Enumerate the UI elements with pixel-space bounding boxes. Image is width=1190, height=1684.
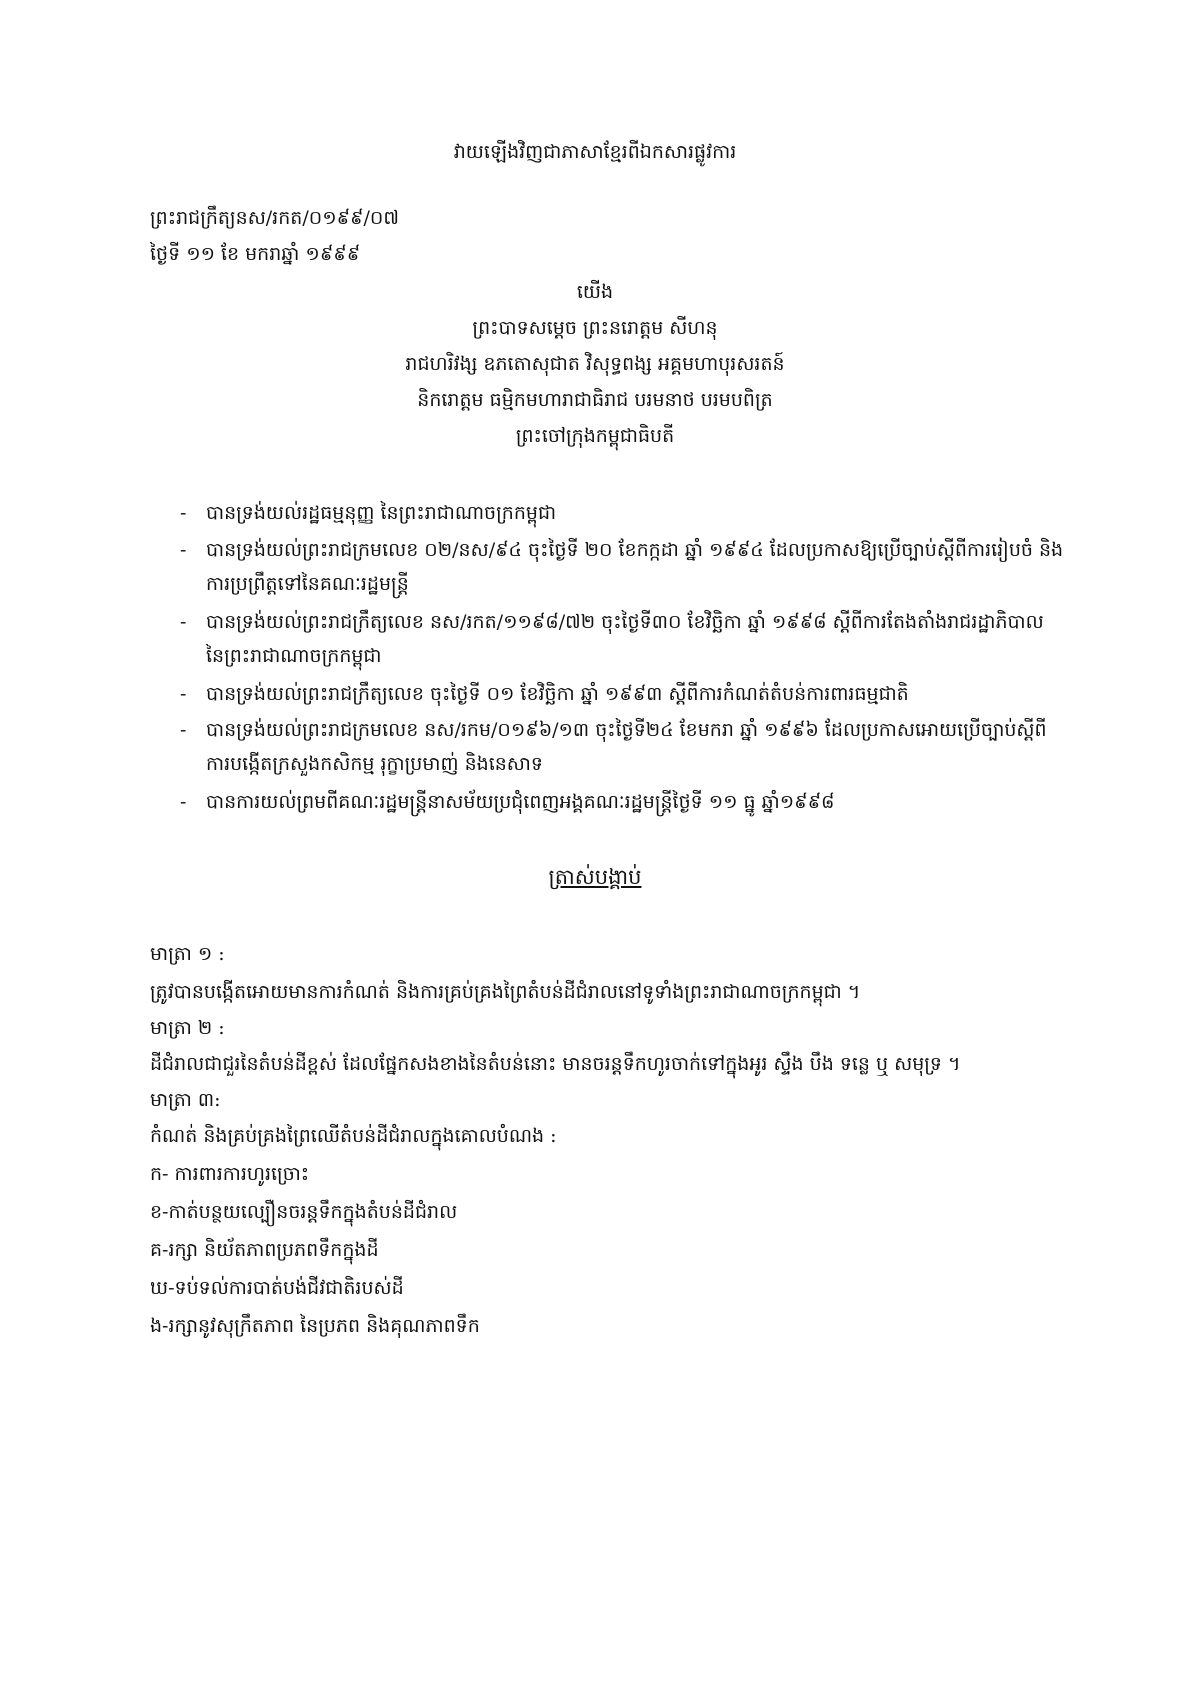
royal-title-line-1: ព្រះបាទសម្តេច ព្រះនរោត្តម សីហនុ: [472, 317, 718, 339]
bullet-dash: -: [180, 683, 187, 705]
preamble-text: ការបង្កើតក្រសួងកសិកម្ម រុក្ខាប្រមាញ់ និងនេសាទ: [206, 753, 543, 775]
article-3-intro: កំណត់ និងគ្រប់គ្រងព្រៃឈើតំបន់ដីជំរាលក្នុងគោលបំណង :: [150, 1125, 557, 1147]
article-3-item: ខ-កាត់បន្ថយល្បឿនចរន្តទឹកក្នុងតំបន់ដីជំរាល: [150, 1201, 458, 1223]
decree-number: ព្រះរាជក្រឹត្យនស/រកត/០១៩៩/០៧: [150, 207, 399, 229]
article-1-text: ត្រូវបានបង្កើតអោយមានការកំណត់ និងការគ្រប់គ្រងព្រៃតំបន់ដីជំរាលនៅទូទាំងព្រះរាជាណាចក្រកម្ពុជា ។: [150, 981, 861, 1003]
article-3-title: មាត្រា ៣:: [150, 1089, 221, 1111]
article-1-title: មាត្រា ១ :: [150, 943, 225, 965]
section-heading: ត្រាស់បង្គាប់: [548, 865, 642, 889]
bullet-dash: -: [180, 611, 187, 633]
bullet-dash: -: [180, 502, 187, 524]
bullet-dash: -: [180, 791, 187, 813]
royal-title-line-3: និករោត្តម ធម្មិកមហារាជាធិរាជ បរមនាថ បរមបពិត្រ: [417, 389, 773, 411]
royal-title-line-4: ព្រះចៅក្រុងកម្ពុជាធិបតី: [515, 425, 675, 447]
article-3-item: ង-រក្សានូវសុក្រឹតភាព នៃប្រភព និងគុណភាពទឹក: [150, 1315, 480, 1337]
translation-note: វាយឡើងវិញជាភាសាខ្មែរពីឯកសារផ្លូវការ: [453, 141, 737, 163]
bullet-dash: -: [180, 539, 187, 561]
royal-title-line-2: រាជហរិវង្ស ឧភតោសុជាត វិសុទ្ធពង្ស អគ្គមហាបុរសរតន៍: [405, 353, 785, 375]
article-3-item: ក- ការពារការហូរច្រោះ: [150, 1163, 310, 1185]
preamble-text: បានទ្រង់យល់ព្រះរាជក្រឹត្យលេខ នស/រកត/១១៩៨/៧២ ចុះថ្ងៃទី៣០ ខែវិច្ឆិកា ឆ្នាំ ១៩៩៨ ស្តីពីការតែងតាំងរាជរដ្ឋាភិបាល: [206, 611, 1044, 633]
article-2-text: ដីជំរាលជាជួរនៃតំបន់ដីខ្ពស់ ដែលផ្នែកសងខាងនៃតំបន់នោះ មានចរន្តទឹកហូរចាក់ទៅក្នុងអូរ ស្ទឹង បឹង ទន្លេ ឬ សមុទ្រ ។: [150, 1053, 961, 1075]
preamble-text: បានការយល់ព្រមពីគណៈរដ្ឋមន្ត្រីនាសម័យប្រជុំពេញអង្គគណៈរដ្ឋមន្ត្រីថ្ងៃទី ១១ ធ្នូ ឆ្នាំ១៩៩៨: [206, 791, 835, 813]
decree-date: ថ្ងៃទី ១១ ខែ មករាឆ្នាំ ១៩៩៩: [150, 243, 361, 265]
preamble-text: បានទ្រង់យល់ព្រះរាជក្រឹត្យលេខ ចុះថ្ងៃទី ០១ ខែវិច្ឆិកា ឆ្នាំ ១៩៩៣ ស្តីពីការកំណត់តំបន់ការពារធម្មជាតិ: [206, 683, 909, 705]
bullet-dash: -: [180, 719, 187, 741]
preamble-text: នៃព្រះរាជាណាចក្រកម្ពុជា: [206, 645, 382, 667]
royal-we: យើង: [576, 281, 614, 303]
preamble-text: ការប្រព្រឹត្តទៅនៃគណៈរដ្ឋមន្ត្រី: [206, 573, 409, 595]
preamble-text: បានទ្រង់យល់ព្រះរាជក្រមលេខ ០២/នស/៩៤ ចុះថ្ងៃទី ២០ ខែកក្កដា ឆ្នាំ ១៩៩៤ ដែលប្រកាសឱ្យប្រើច្បាប់ស្តីពីការរៀបចំ និង: [206, 539, 1064, 561]
article-3-item: ឃ-ទប់ទល់ការបាត់បង់ជីវជាតិរបស់ដី: [150, 1277, 404, 1299]
preamble-text: បានទ្រង់យល់រដ្ឋធម្មនុញ្ញ នៃព្រះរាជាណាចក្រកម្ពុជា: [206, 502, 557, 524]
preamble-text: បានទ្រង់យល់ព្រះរាជក្រមលេខ នស/រកម/០១៩៦/១៣ ចុះថ្ងៃទី២៤ ខែមករា ឆ្នាំ ១៩៩៦ ដែលប្រកាសអោយប្រើច្បាប់ស្តីពី: [206, 719, 1047, 741]
article-2-title: មាត្រា ២ :: [150, 1017, 225, 1039]
article-3-item: គ-រក្សា និយ័តភាពប្រភពទឹកក្នុងដី: [150, 1239, 379, 1261]
